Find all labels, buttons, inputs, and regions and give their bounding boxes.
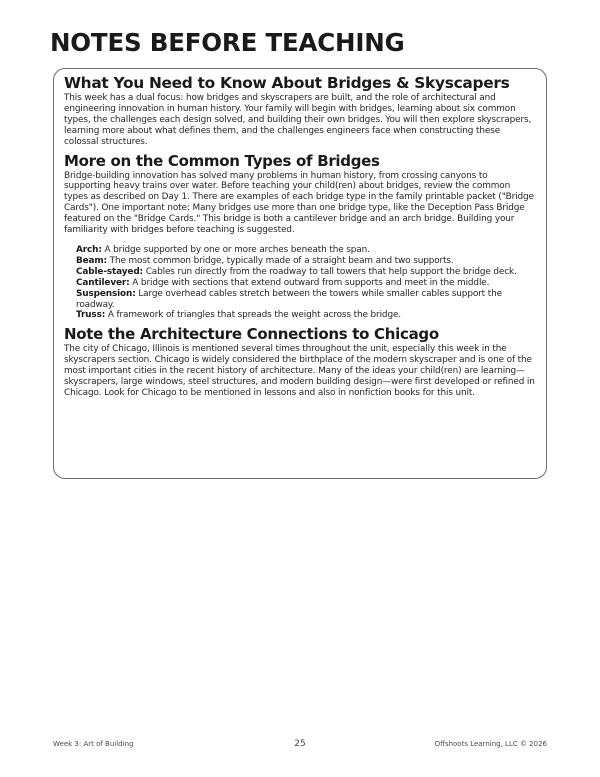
definition: A bridge with sections that extend outward from supports and meet in the middle. xyxy=(129,277,490,288)
page-title: NOTES BEFORE TEACHING xyxy=(50,28,405,57)
bridge-type-suspension xyxy=(76,289,536,311)
bridge-types-list xyxy=(64,245,536,321)
term: Arch: xyxy=(76,244,102,255)
section-heading: More on the Common Types of Bridges xyxy=(64,151,380,170)
definition: Large overhead cables stretch between the towers while smaller cables support the roadway. xyxy=(76,288,502,310)
definition: Cables run directly from the roadway to tall towers that help support the bridge deck. xyxy=(143,266,517,277)
bridge-type-beam xyxy=(76,256,536,267)
term: Cable-stayed: xyxy=(76,266,143,277)
footer-page-number: 25 xyxy=(294,739,306,749)
term: Beam: xyxy=(76,255,107,266)
bridge-type-arch xyxy=(76,245,536,256)
section-body: The city of Chicago, Illinois is mentioned several times throughout the unit, especially this week in the skyscrapers section. Chicago is widely considered the birthplace of the modern skyscraper and is one of the most important cities in the recent history of architecture. Many of the ideas your child(ren) are learning—skyscrapers, large windows, steel structures, and modern building design—were first developed or refined in Chicago. Look for Chicago to be mentioned in lessons and also in nonfiction books for this unit. xyxy=(64,344,535,398)
term: Cantilever: xyxy=(76,277,130,288)
definition: The most common bridge, typically made of a straight beam and two supports. xyxy=(106,255,454,266)
definition: A bridge supported by one or more arches beneath the span. xyxy=(101,244,370,255)
notes-box xyxy=(53,68,547,479)
definition: A framework of triangles that spreads the weight across the bridge. xyxy=(105,310,401,321)
footer-week-label: Week 3: Art of Building xyxy=(53,740,134,748)
bridge-type-cantilever xyxy=(76,278,536,289)
footer-copyright: Offshoots Learning, LLC © 2026 xyxy=(434,740,547,748)
section-body: Bridge-building innovation has solved many problems in human history, from crossing canyons to supporting heavy trains over water. Before teaching your child(ren) about bridges, review the common types as described on Day 1. There are examples of each bridge type in the family printable packet ("Bridge Cards"). One important note: Many bridges use more than one bridge type, like the Deception Pass Bridge featured on the "Bridge Cards." This bridge is both a cantilever bridge and an arch bridge. Building your familiarity with bridges before teaching is suggested. xyxy=(64,170,534,236)
bridge-type-cable-stayed xyxy=(76,267,536,278)
section-heading: Note the Architecture Connections to Chicago xyxy=(64,325,439,344)
section-bridge-types xyxy=(64,151,536,322)
term: Suspension: xyxy=(76,288,136,299)
section-bridges-skyscrapers xyxy=(64,73,536,148)
section-chicago xyxy=(64,324,536,399)
section-heading: What You Need to Know About Bridges & Skyscapers xyxy=(64,74,510,92)
bridge-type-truss xyxy=(76,310,536,321)
term: Truss: xyxy=(76,310,106,321)
section-body: This week has a dual focus: how bridges and skyscrapers are built, and the role of architectural and engineering innovation in human history. Your family will begin with bridges, learning about six common types, the challenges each design solved, and building their own bridges. You will then explore skyscrapers, learning more about what defines them, and the challenges engineers face when constructing these colossal structures. xyxy=(64,93,532,147)
